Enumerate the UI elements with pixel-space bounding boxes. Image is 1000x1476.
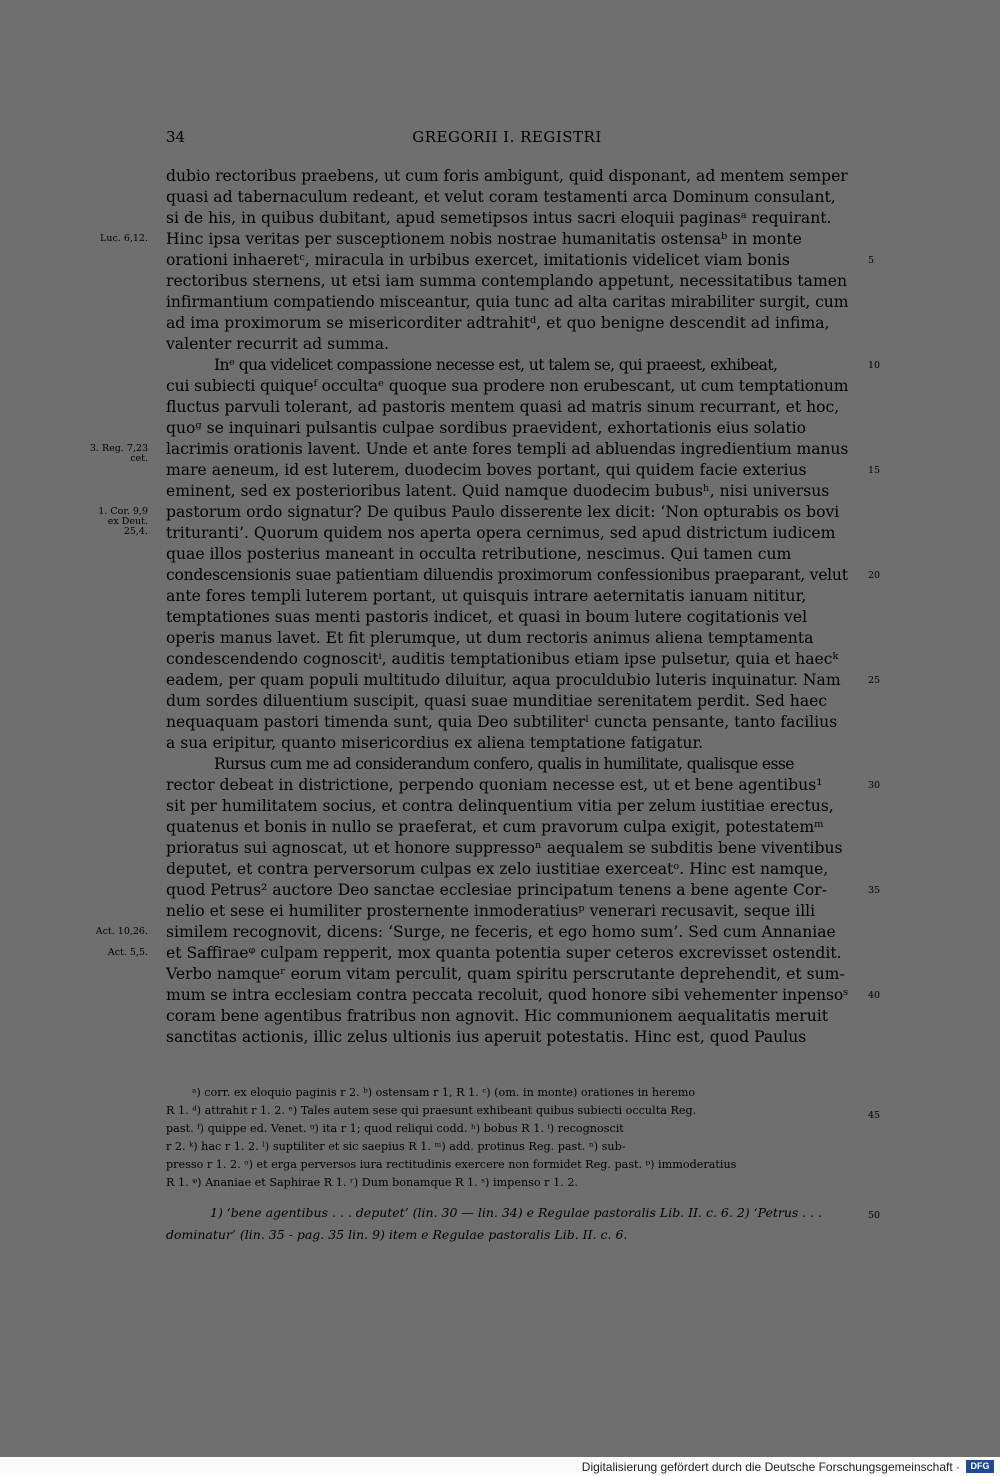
body-line: lacrimis orationis lavent. Unde et ante fores templi ad abluendas ingredientium manus: [166, 440, 849, 458]
body-line: quoᵍ se inquinari pulsantis culpae sordibus praevident, exhortationis eius solatio: [166, 419, 806, 437]
body-line: cui subiecti quiqueᶠ occultaᵉ quoque sua prodere non erubescant, ut cum temptationum: [166, 377, 849, 395]
body-line: nelio et sese ei humiliter prosternente inmoderatiusᵖ venerari recusavit, seque illi: [166, 902, 816, 920]
running-title: GREGORII I. REGISTRI: [412, 128, 602, 146]
apparatus-line: R 1. ᵈ) attrahit r 1. 2. ᵉ) Tales autem sese qui praesunt exhibeant quibus subiecti occulta Reg.: [166, 1104, 697, 1117]
dfg-logo: DFG: [966, 1460, 994, 1473]
body-line: mare aeneum, id est luterem, duodecim boves portant, qui quidem facie exterius: [166, 461, 807, 479]
body-line: a sua eripitur, quanto misericordius ex aliena temptatione fatigatur.: [166, 734, 704, 752]
marginal-reference: Act. 5,5.: [107, 947, 148, 958]
line-number: 30: [868, 780, 881, 791]
body-line: quod Petrus² auctore Deo sanctae ecclesiae principatum tenens a bene agente Cor-: [166, 881, 828, 899]
body-line: trituranti’. Quorum quidem nos aperta opera cernimus, sed apud districtum iudicem: [166, 524, 836, 542]
line-number: 20: [868, 570, 881, 581]
body-line: ad ima proximorum se misericorditer adtrahitᵈ, et quo benigne descendit ad infima,: [166, 314, 830, 332]
body-line: fluctus parvuli tolerant, ad pastoris mentem quasi ad matris sinum recurrant, et hoc,: [166, 398, 840, 416]
body-line: temptationes suas menti pastoris indicet, et quasi in boum lutere cogitationis vel: [166, 608, 808, 626]
funding-notice: Digitalisierung gefördert durch die Deutsche Forschungsgemeinschaft ·: [581, 1460, 960, 1474]
body-line: mum se intra ecclesiam contra peccata recoluit, quod honore sibi vehementer inpensoˢ: [166, 986, 849, 1004]
body-line: rector debeat in districtione, perpendo quoniam necesse est, ut et bene agentibus¹: [166, 776, 823, 794]
body-line: prioratus sui agnoscat, ut et honore suppressoⁿ aequalem se subditis bene viventibus: [166, 839, 843, 857]
body-line: rectoribus sternens, ut etsi iam summa contemplando appetunt, necessitatibus tamen: [166, 272, 848, 290]
source-note-line: dominatur’ (lin. 35 - pag. 35 lin. 9) item e Regulae pastoralis Lib. II. c. 6.: [166, 1227, 628, 1242]
source-line-number: 50: [868, 1210, 881, 1221]
apparatus-line: r 2. ᵏ) hac r 1. 2. ˡ) suptiliter et sic saepius R 1. ᵐ) add. protinus Reg. past. ⁿ) sub-: [166, 1140, 626, 1153]
line-number: 10: [868, 360, 881, 371]
body-line: sanctitas actionis, illic zelus ultionis ius aperuit potestatis. Hinc est, quod Paulus: [166, 1028, 807, 1046]
line-number: 15: [868, 465, 881, 476]
apparatus-line: presso r 1. 2. ᵒ) et erga perversos iura rectitudinis exercere non formidet Reg. past. ᵖ) immoderatius: [166, 1158, 737, 1171]
body-line: eminent, sed ex posterioribus latent. Quid namque duodecim bubusʰ, nisi universus: [166, 482, 830, 500]
body-line: coram bene agentibus fratribus non agnovit. Hic communionem aequalitatis meruit: [166, 1007, 828, 1025]
page-number: 34: [166, 128, 186, 146]
body-line: condescendendo cognoscitⁱ, auditis temptationibus etiam ipse pulsetur, quia et haecᵏ: [166, 650, 839, 668]
body-line: dubio rectoribus praebens, ut cum foris ambigunt, quid disponant, ad mentem semper: [166, 167, 848, 185]
body-line: infirmantium compatiendo misceantur, quia tunc ad alta caritas mirabiliter surgit, cum: [166, 293, 849, 311]
apparatus-line-number: 45: [868, 1110, 881, 1121]
apparatus-line: past. ᶠ) quippe ed. Venet. ᵍ) ita r 1; quod reliqui codd. ʰ) bobus R 1. ⁱ) recognoscit: [166, 1122, 624, 1135]
body-line: valenter recurrit ad summa.: [166, 335, 389, 353]
body-line: Rursus cum me ad considerandum confero, qualis in humilitate, qualisque esse: [214, 755, 794, 773]
body-line: Inᵉ qua videlicet compassione necesse est, ut talem se, qui praeest, exhibeat,: [214, 356, 778, 374]
marginal-reference: Luc. 6,12.: [100, 233, 148, 244]
body-line: operis manus lavet. Et fit plerumque, ut dum rectoris animus aliena temptamenta: [166, 629, 814, 647]
line-number: 25: [868, 675, 881, 686]
line-number: 35: [868, 885, 881, 896]
apparatus-line: R 1. ᵠ) Ananiae et Saphirae R 1. ʳ) Dum bonamque R 1. ˢ) impenso r 1. 2.: [166, 1176, 578, 1189]
body-line: sit per humilitatem socius, et contra delinquentium vitia per zelum iustitiae erectus,: [166, 797, 834, 815]
marginal-reference: 1. Cor. 9,9 ex Deut. 25,4.: [98, 506, 148, 537]
body-line: Verbo namqueʳ eorum vitam perculit, quam spiritu perscrutante deprehendit, et sum-: [166, 965, 845, 983]
body-line: eadem, per quam populi multitudo diluitur, aqua proculdubio luteris inquinatur. Nam: [166, 671, 841, 689]
body-line: orationi inhaeretᶜ, miracula in urbibus exercet, imitationis videlicet viam bonis: [166, 251, 790, 269]
line-number: 40: [868, 990, 881, 1001]
body-line: quatenus et bonis in nullo se praeferat, et cum pravorum culpa exigit, potestatemᵐ: [166, 818, 824, 836]
marginal-reference: 3. Reg. 7,23 cet.: [89, 443, 148, 464]
body-line: similem recognovit, dicens: ‘Surge, ne feceris, et ego homo sum’. Sed cum Annaniae: [166, 923, 836, 941]
page-header: [166, 128, 848, 150]
footer-bar: [0, 1457, 1000, 1476]
body-line: si de his, in quibus dubitant, apud semetipsos intus sacri eloquii paginasᵃ requirant.: [166, 209, 832, 227]
body-line: deputet, et contra perversorum culpas ex zelo iustitiae exerceatᵒ. Hinc est namque,: [166, 860, 829, 878]
body-line: quae illos posterius maneant in occulta retributione, nescimus. Qui tamen cum: [166, 545, 792, 563]
body-line: nequaquam pastori timenda sunt, quia Deo subtiliterˡ cuncta pensante, tanto facilius: [166, 713, 838, 731]
body-line: condescensionis suae patientiam diluendis proximorum confessionibus praeparant, velut: [166, 566, 848, 584]
body-line: ante fores templi luterem portant, ut quisquis intrare aeternitatis ianuam nititur,: [166, 587, 807, 605]
apparatus-line: ᵃ) corr. ex eloquio paginis r 2. ᵇ) ostensam r 1, R 1. ᶜ) (om. in monte) orationes in heremo: [192, 1086, 696, 1099]
body-line: quasi ad tabernaculum redeant, et velut coram testamenti arca Dominum consulant,: [166, 188, 836, 206]
body-line: dum sordes diluentium suscipit, quasi suae munditiae serenitatem perdit. Sed haec: [166, 692, 828, 710]
marginal-reference: Act. 10,26.: [95, 926, 148, 937]
source-note-line: 1) ‘bene agentibus . . . deputet’ (lin. 30 — lin. 34) e Regulae pastoralis Lib. II. c. 6. 2) ‘Petrus . . .: [210, 1205, 823, 1220]
body-line: pastorum ordo signatur? De quibus Paulo disserente lex dicit: ‘Non opturabis os bovi: [166, 503, 840, 521]
body-line: et Saffiraeᵠ culpam repperit, mox quanta potentia super ceteros excrevisset ostendit.: [166, 944, 842, 962]
body-line: Hinc ipsa veritas per susceptionem nobis nostrae humanitatis ostensaᵇ in monte: [166, 230, 802, 248]
line-number: 5: [868, 255, 875, 266]
